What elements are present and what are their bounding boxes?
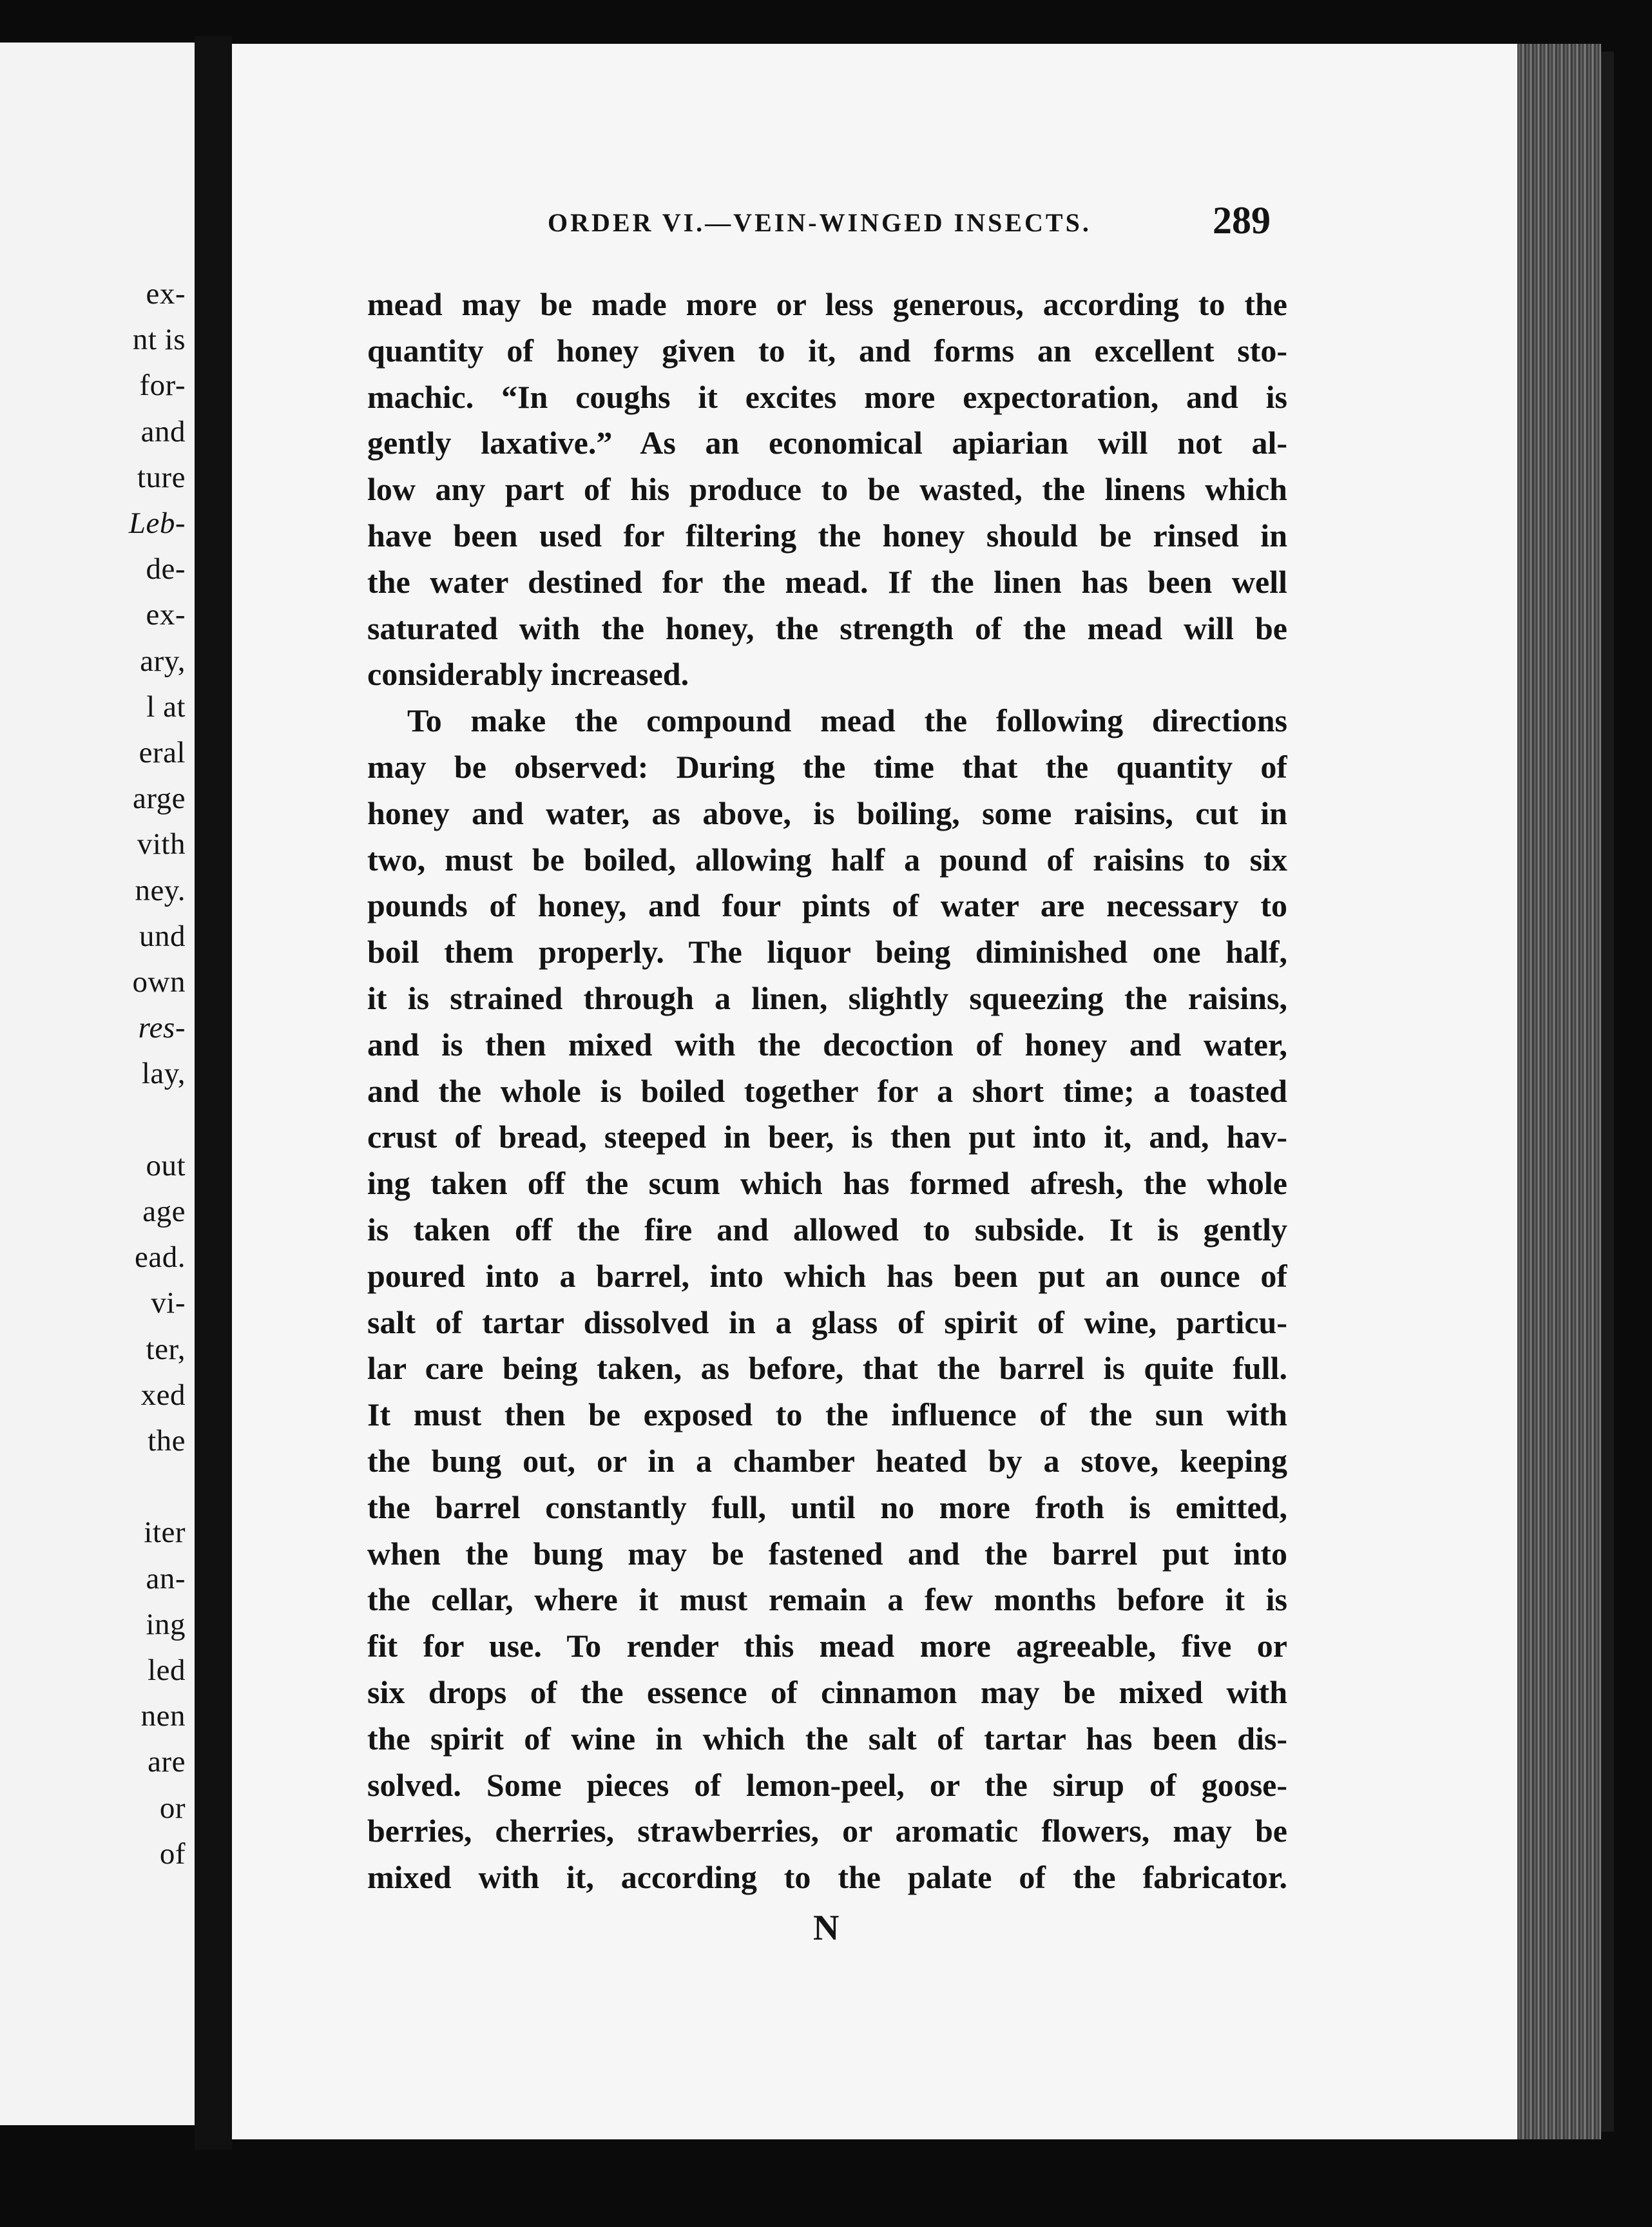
page-edges [1517,44,1601,2139]
left-page-line: nen [140,1699,186,1733]
left-page-line: vi- [151,1286,186,1320]
left-page-line: arge [132,782,186,816]
left-page-line: de- [146,552,186,586]
body-text-line: is taken off the fire and allowed to subside. It is gently [367,1211,1287,1248]
body-text-line: low any part of his produce to be wasted, the linens which [367,471,1287,508]
body-text-line: crust of bread, steeped in beer, is then put into it, and, hav- [367,1119,1287,1155]
body-text-line: and the whole is boiled together for a short time; a toasted [367,1072,1287,1109]
book-gutter [195,36,232,2150]
left-page-line: an- [146,1561,186,1596]
left-page-line: out [146,1148,186,1182]
body-text-line: when the bung may be fastened and the barrel put into [367,1535,1287,1572]
body-text-line: gently laxative.” As an economical apiarian will not al- [367,425,1287,461]
left-page-line: iter [144,1516,186,1550]
left-page-line: ing [146,1607,186,1641]
body-text-line: It must then be exposed to the influence of the sun with [367,1396,1287,1433]
left-page-line: for- [139,369,186,403]
left-page-line: the [148,1424,186,1458]
page-number: 289 [1213,199,1271,242]
body-text-line: the barrel constantly full, until no more froth is emitted, [367,1489,1287,1525]
body-text-line: fit for use. To render this mead more agreeable, five or [367,1628,1287,1664]
left-page-line: led [148,1653,186,1687]
left-page-line: und [139,919,186,953]
left-page-line: are [148,1745,186,1779]
body-text-line: two, must be boiled, allowing half a pound of raisins to six [367,841,1287,878]
body-text-line: the cellar, where it must remain a few months before it is [367,1581,1287,1618]
body-text-line: To make the compound mead the following directions [407,702,1287,739]
left-page-line: ter, [146,1332,186,1366]
body-text-line: boil them properly. The liquor being diminished one half, [367,934,1287,970]
body-text-line: may be observed: During the time that the quantity of [367,749,1287,785]
left-page-line: ead. [135,1240,186,1275]
left-page-line: ture [137,460,186,494]
left-page-line: xed [140,1378,186,1412]
body-text-line: have been used for filtering the honey should be rinsed in [367,517,1287,554]
left-page-line: ex- [146,598,186,632]
body-text-line: the water destined for the mead. If the linen has been well [367,563,1287,600]
left-page-line: eral [139,736,186,769]
page-edge-shadow [1601,52,1614,2132]
body-text-line: ing taken off the scum which has formed afresh, the whole [367,1165,1287,1202]
left-page-line: or [159,1791,186,1825]
left-page-line: ex- [146,277,186,311]
left-page-line: own [132,965,186,999]
body-text-line: the spirit of wine in which the salt of tartar has been dis- [367,1720,1287,1757]
body-text-line: mixed with it, according to the palate of the fabricator. [367,1859,1287,1896]
left-page-line: l at [146,689,186,724]
body-text-line: six drops of the essence of cinnamon may be mixed with [367,1674,1287,1710]
left-page-line: ney. [135,873,186,907]
left-page-line: ary, [140,644,186,678]
body-text-line: solved. Some pieces of lemon-peel, or the sirup of goose- [367,1766,1287,1803]
left-page-line: res- [138,1011,186,1045]
body-text-line: berries, cherries, strawberries, or aromatic flowers, may be [367,1813,1287,1849]
left-page-line: nt is [132,323,186,357]
body-text-line: poured into a barrel, into which has been put an ounce of [367,1257,1287,1294]
signature-mark: N [813,1908,840,1948]
body-text-line: it is strained through a linen, slightly squeezing the raisins, [367,980,1287,1016]
body-text-line: saturated with the honey, the strength of the mead will be [367,610,1287,646]
running-head: ORDER VI.—VEIN-WINGED INSECTS. [548,208,1091,237]
left-page-line: and [140,414,186,448]
left-page-line: of [159,1837,186,1871]
body-text-line: mead may be made more or less generous, according to the [367,286,1287,322]
left-page-line: lay, [141,1057,186,1091]
body-text-line: machic. “In coughs it excites more expectoration, and is [367,378,1287,415]
body-text-line: salt of tartar dissolved in a glass of spirit of wine, particu- [367,1304,1287,1340]
body-text-line: and is then mixed with the decoction of honey and water, [367,1026,1287,1063]
left-page-line: age [142,1195,186,1228]
left-page-line: vith [137,827,186,862]
body-text-line: the bung out, or in a chamber heated by a stove, keeping [367,1443,1287,1479]
body-text-line: considerably increased. [367,656,689,693]
body-text-line: quantity of honey given to it, and forms an excellent sto- [367,332,1287,369]
body-text-line: pounds of honey, and four pints of water are necessary to [367,887,1287,924]
body-text-line: lar care being taken, as before, that the barrel is quite full. [367,1350,1287,1387]
body-text-line: honey and water, as above, is boiling, some raisins, cut in [367,795,1287,831]
left-page-line: Leb- [128,506,186,540]
left-page [0,43,195,2125]
